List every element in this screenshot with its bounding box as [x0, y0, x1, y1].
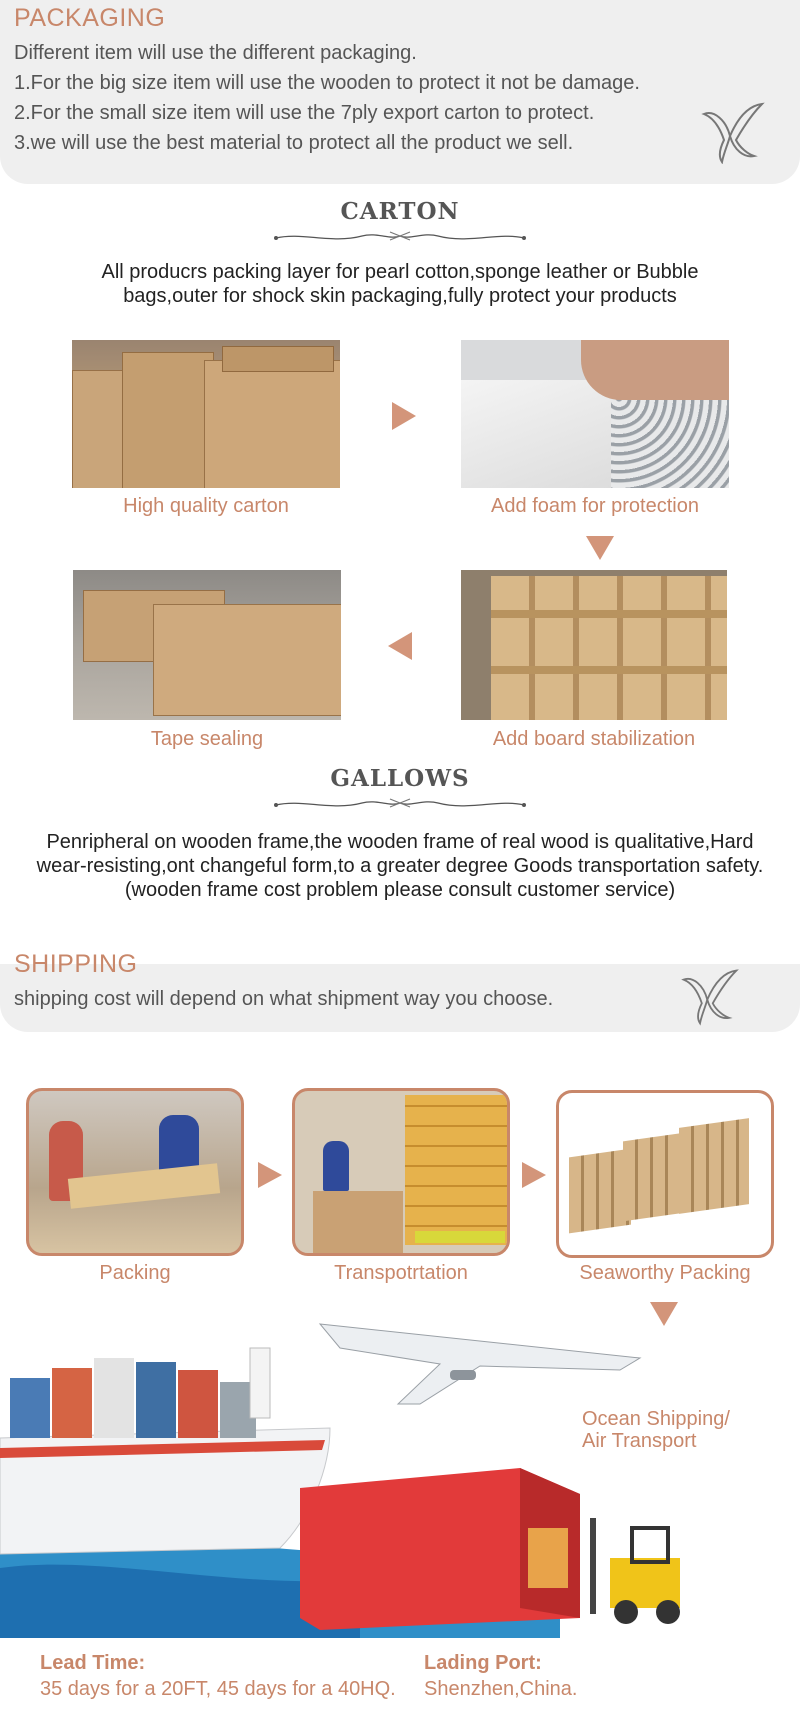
packaging-line: Different item will use the different packaging.	[14, 42, 417, 64]
lading-port-value: Shenzhen,China.	[424, 1678, 578, 1700]
gallows-description-line: Penripheral on wooden frame,the wooden frame of real wood is qualitative,Hard	[46, 831, 754, 853]
carton-photo	[72, 340, 340, 488]
shipping-title: SHIPPING	[14, 950, 138, 978]
foam-photo	[461, 340, 729, 488]
packaging-title: PACKAGING	[14, 4, 166, 32]
transport-illustration	[0, 1318, 800, 1638]
lead-time-label: Lead Time:	[40, 1652, 146, 1674]
transportation-photo	[292, 1088, 510, 1256]
tape-sealing-photo	[73, 570, 341, 720]
packaging-line: 2.For the small size item will use the 7ply export carton to protect.	[14, 102, 595, 124]
step-caption: High quality carton	[123, 495, 289, 517]
lead-time-value: 35 days for a 20FT, 45 days for a 40HQ.	[40, 1678, 396, 1700]
step-caption: Tape sealing	[150, 728, 264, 750]
transport-label-line: Ocean Shipping/	[582, 1408, 730, 1430]
flourish-ornament	[272, 226, 528, 246]
step-caption: Packing	[99, 1262, 171, 1284]
board-stabilization-photo	[461, 570, 727, 720]
lading-port-label: Lading Port:	[424, 1652, 542, 1674]
step-caption: Transpotrtation	[334, 1262, 468, 1284]
arrow-right-icon	[522, 1162, 546, 1188]
packing-photo	[26, 1088, 244, 1256]
shipping-subtitle: shipping cost will depend on what shipment way you choose.	[14, 988, 554, 1010]
flourish-ornament	[272, 793, 528, 813]
step-caption: Add board stabilization	[492, 728, 696, 750]
arrow-right-icon	[392, 402, 416, 430]
arrow-down-icon	[586, 536, 614, 560]
butterfly-icon	[680, 966, 740, 1026]
arrow-left-icon	[388, 632, 412, 660]
step-caption: Add foam for protection	[491, 495, 699, 517]
seaworthy-packing-photo	[556, 1090, 774, 1258]
carton-description-line: bags,outer for shock skin packaging,fully protect your products	[123, 285, 677, 307]
butterfly-icon	[700, 100, 766, 164]
carton-heading: CARTON	[340, 198, 460, 225]
packaging-line: 3.we will use the best material to protect all the product we sell.	[14, 132, 574, 154]
gallows-description-line: wear-resisting,ont changeful form,to a greater degree Goods transportation safety.	[36, 855, 764, 877]
step-caption: Seaworthy Packing	[579, 1262, 751, 1284]
gallows-heading: GALLOWS	[330, 765, 470, 792]
gallows-description-line: (wooden frame cost problem please consult customer service)	[124, 879, 676, 901]
arrow-right-icon	[258, 1162, 282, 1188]
transport-label-line: Air Transport	[582, 1430, 697, 1452]
packaging-line: 1.For the big size item will use the wooden to protect it not be damage.	[14, 72, 640, 94]
carton-description-line: All producrs packing layer for pearl cotton,sponge leather or Bubble	[101, 261, 699, 283]
